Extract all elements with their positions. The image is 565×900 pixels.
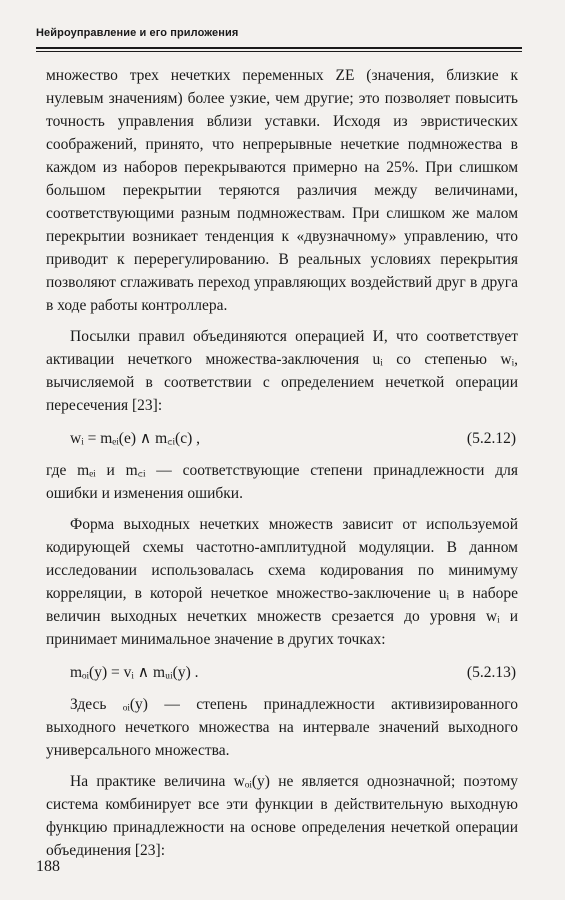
paragraph-2: Посылки правил объединяются операцией И, что соответствует активации нечеткого множества-заключения uᵢ со степенью wᵢ, вычисляемой в соответствии с определением нечеткой операции пересечения [23]: <box>46 328 518 414</box>
header-rule-thick <box>36 47 522 49</box>
paragraph-1: множество трех нечетких переменных ZE (значения, близкие к нулевым значениям) более узкие, чем другие; это позволяет повысить точность управления вблизи уставки. Исходя из эвристических соображений, принято, что непрерывные нечеткие подмножества в каждом из наборов перекрываются примерно на 25%. При слишком большом перекрытии теряются различия между величинами, соответствующими разным подмножествам. При слишком же малом перекрытии возникает тенденция к «двузначному» управлению, что приводит к перерегулированию. В реальных условиях перекрытия позволяют сглаживать переход управляющих воздействий друг в друга в ходе работы контроллера. <box>46 67 518 314</box>
header-rule-thin <box>36 51 522 52</box>
formula-expression: wᵢ = mₑᵢ(e) ∧ m꜀ᵢ(c) , <box>70 430 200 447</box>
paragraph-4: Форма выходных нечетких множеств зависит от используемой кодирующей схемы частотно-амплитудной модуляции. В данном исследовании использовалась схема кодирования по минимуму корреляции, в которой нечеткое множество-заключение uᵢ в наборе величин выходных нечетких множеств срезается до уровня wᵢ и принимает минимальное значение в других точках: <box>46 516 518 648</box>
body-text <box>46 64 518 870</box>
formula-5-2-13 <box>46 659 518 687</box>
paragraph-6: На практике величина wₒᵢ(y) не является однозначной; поэтому система комбинирует все эти функции в действительную выходную функцию принадлежности на основе определения нечеткой операции объединения [23]: <box>46 773 518 859</box>
formula-5-2-12 <box>46 425 518 453</box>
paragraph-5: Здесь ₒᵢ(y) — степень принадлежности активизированного выходного нечеткого множества на интервале значений выходного универсального множества. <box>46 696 518 759</box>
page-number: 188 <box>36 858 60 875</box>
formula-expression: mₒᵢ(y) = vᵢ ∧ mᵤᵢ(y) . <box>70 664 199 681</box>
formula-number: (5.2.13) <box>466 664 516 681</box>
formula-number: (5.2.12) <box>466 430 516 447</box>
paragraph-3: где mₑᵢ и m꜀ᵢ — соответствующие степени принадлежности для ошибки и изменения ошибки. <box>46 462 518 502</box>
running-header: Нейроуправление и его приложения <box>36 27 239 39</box>
